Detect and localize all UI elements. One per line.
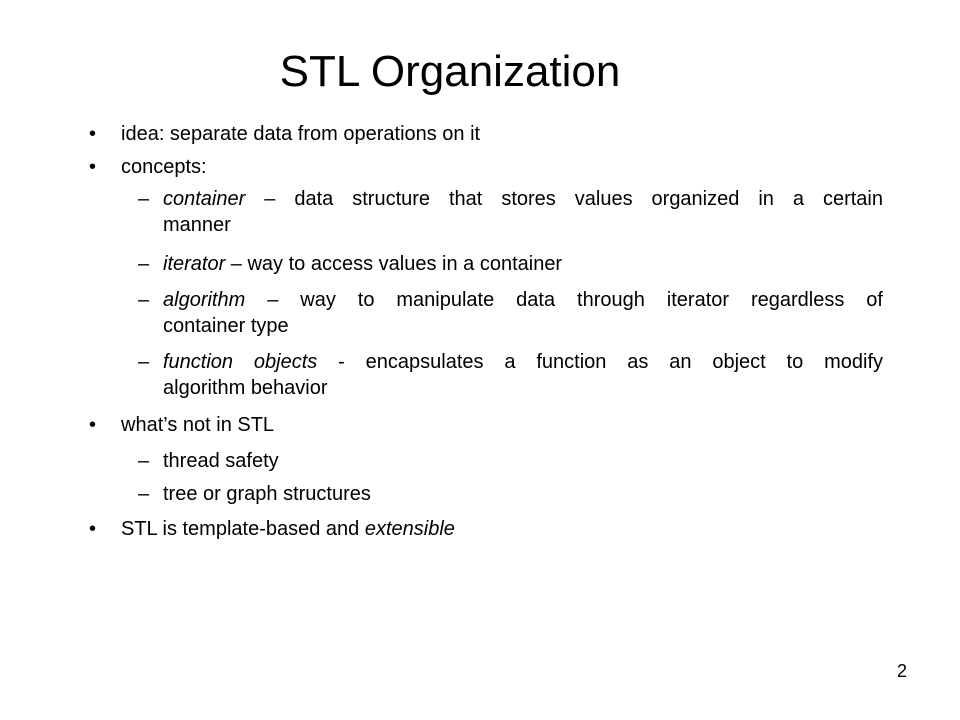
subbullet-text	[163, 186, 883, 212]
iterator-description: – way to access values in a container	[225, 253, 563, 275]
term-container: container	[163, 188, 246, 210]
bullet-text	[121, 516, 881, 542]
subbullet-text	[163, 349, 883, 375]
dash-icon: –	[138, 188, 150, 210]
bullet-text: concepts:	[121, 156, 207, 178]
page-number: 2	[896, 661, 907, 681]
bullet-icon: •	[89, 414, 97, 436]
container-description: – data structure that stores values organized in a certain	[245, 188, 883, 210]
subbullet-text: thread safety	[163, 450, 279, 472]
subbullet-text: manner	[163, 214, 231, 236]
subbullet-text: container type	[163, 315, 289, 337]
term-iterator: iterator	[163, 253, 226, 275]
function-objects-description: - encapsulates a function as an object to modify	[317, 351, 883, 373]
subbullet-text: algorithm behavior	[163, 377, 328, 399]
bullet-icon: •	[89, 123, 97, 145]
dash-icon: –	[138, 450, 150, 472]
template-based-text: STL is template-based and	[121, 518, 365, 540]
term-extensible: extensible	[364, 518, 455, 540]
term-algorithm: algorithm	[163, 289, 246, 311]
bullet-text: idea: separate data from operations on it	[121, 123, 481, 145]
subbullet-text	[163, 251, 883, 277]
subbullet-text	[163, 287, 883, 313]
bullet-icon: •	[89, 156, 97, 178]
dash-icon: –	[138, 351, 150, 373]
term-function-objects: function objects	[163, 351, 318, 373]
bullet-text: what’s not in STL	[121, 414, 275, 436]
subbullet-text: tree or graph structures	[163, 483, 371, 505]
dash-icon: –	[138, 289, 150, 311]
algorithm-description: – way to manipulate data through iterator regardless of	[245, 289, 883, 311]
slide-title: STL Organization	[279, 47, 621, 96]
bullet-icon: •	[89, 518, 97, 540]
dash-icon: –	[138, 253, 150, 275]
dash-icon: –	[138, 483, 150, 505]
